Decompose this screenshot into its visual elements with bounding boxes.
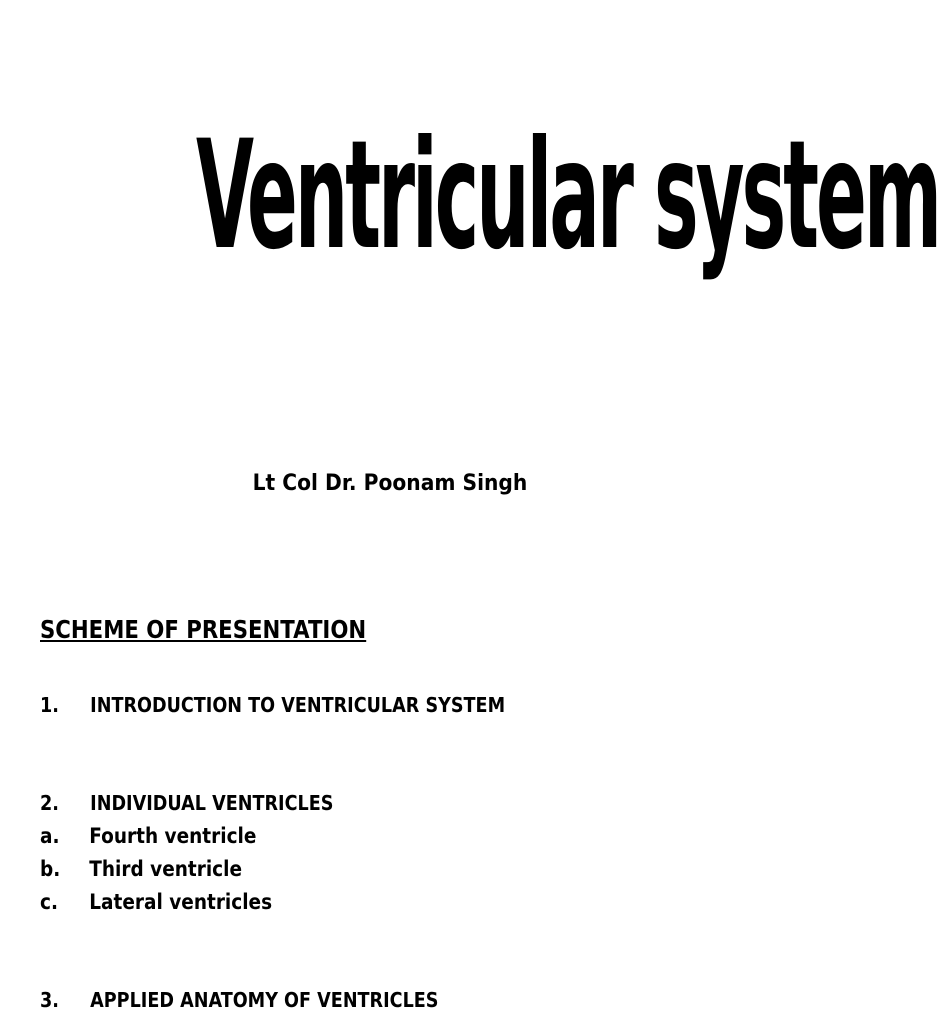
scheme-item-text: Lateral ventricles <box>89 890 273 914</box>
scheme-item-text: APPLIED ANATOMY OF VENTRICLES <box>90 988 439 1012</box>
scheme-subitem-a <box>40 822 256 850</box>
scheme-item-text: Third ventricle <box>89 857 243 881</box>
scheme-item-marker: b. <box>40 857 61 881</box>
scheme-heading: SCHEME OF PRESENTATION <box>40 615 367 644</box>
scheme-item-3 <box>40 986 438 1014</box>
scheme-item-marker: c. <box>40 890 58 914</box>
scheme-subitem-c <box>40 888 272 916</box>
scheme-item-marker: a. <box>40 824 60 848</box>
scheme-subitem-b <box>40 855 242 883</box>
page-title: Ventricular system <box>196 109 939 283</box>
scheme-item-2 <box>40 789 333 817</box>
scheme-item-marker: 2. <box>40 791 59 815</box>
scheme-item-text: Fourth ventricle <box>89 824 257 848</box>
scheme-item-marker: 3. <box>40 988 59 1012</box>
scheme-item-text: INDIVIDUAL VENTRICLES <box>90 791 334 815</box>
scheme-item-1 <box>40 691 505 719</box>
author-name: Lt Col Dr. Poonam Singh <box>252 471 528 496</box>
scheme-item-text: INTRODUCTION TO VENTRICULAR SYSTEM <box>90 693 506 717</box>
scheme-item-marker: 1. <box>40 693 59 717</box>
